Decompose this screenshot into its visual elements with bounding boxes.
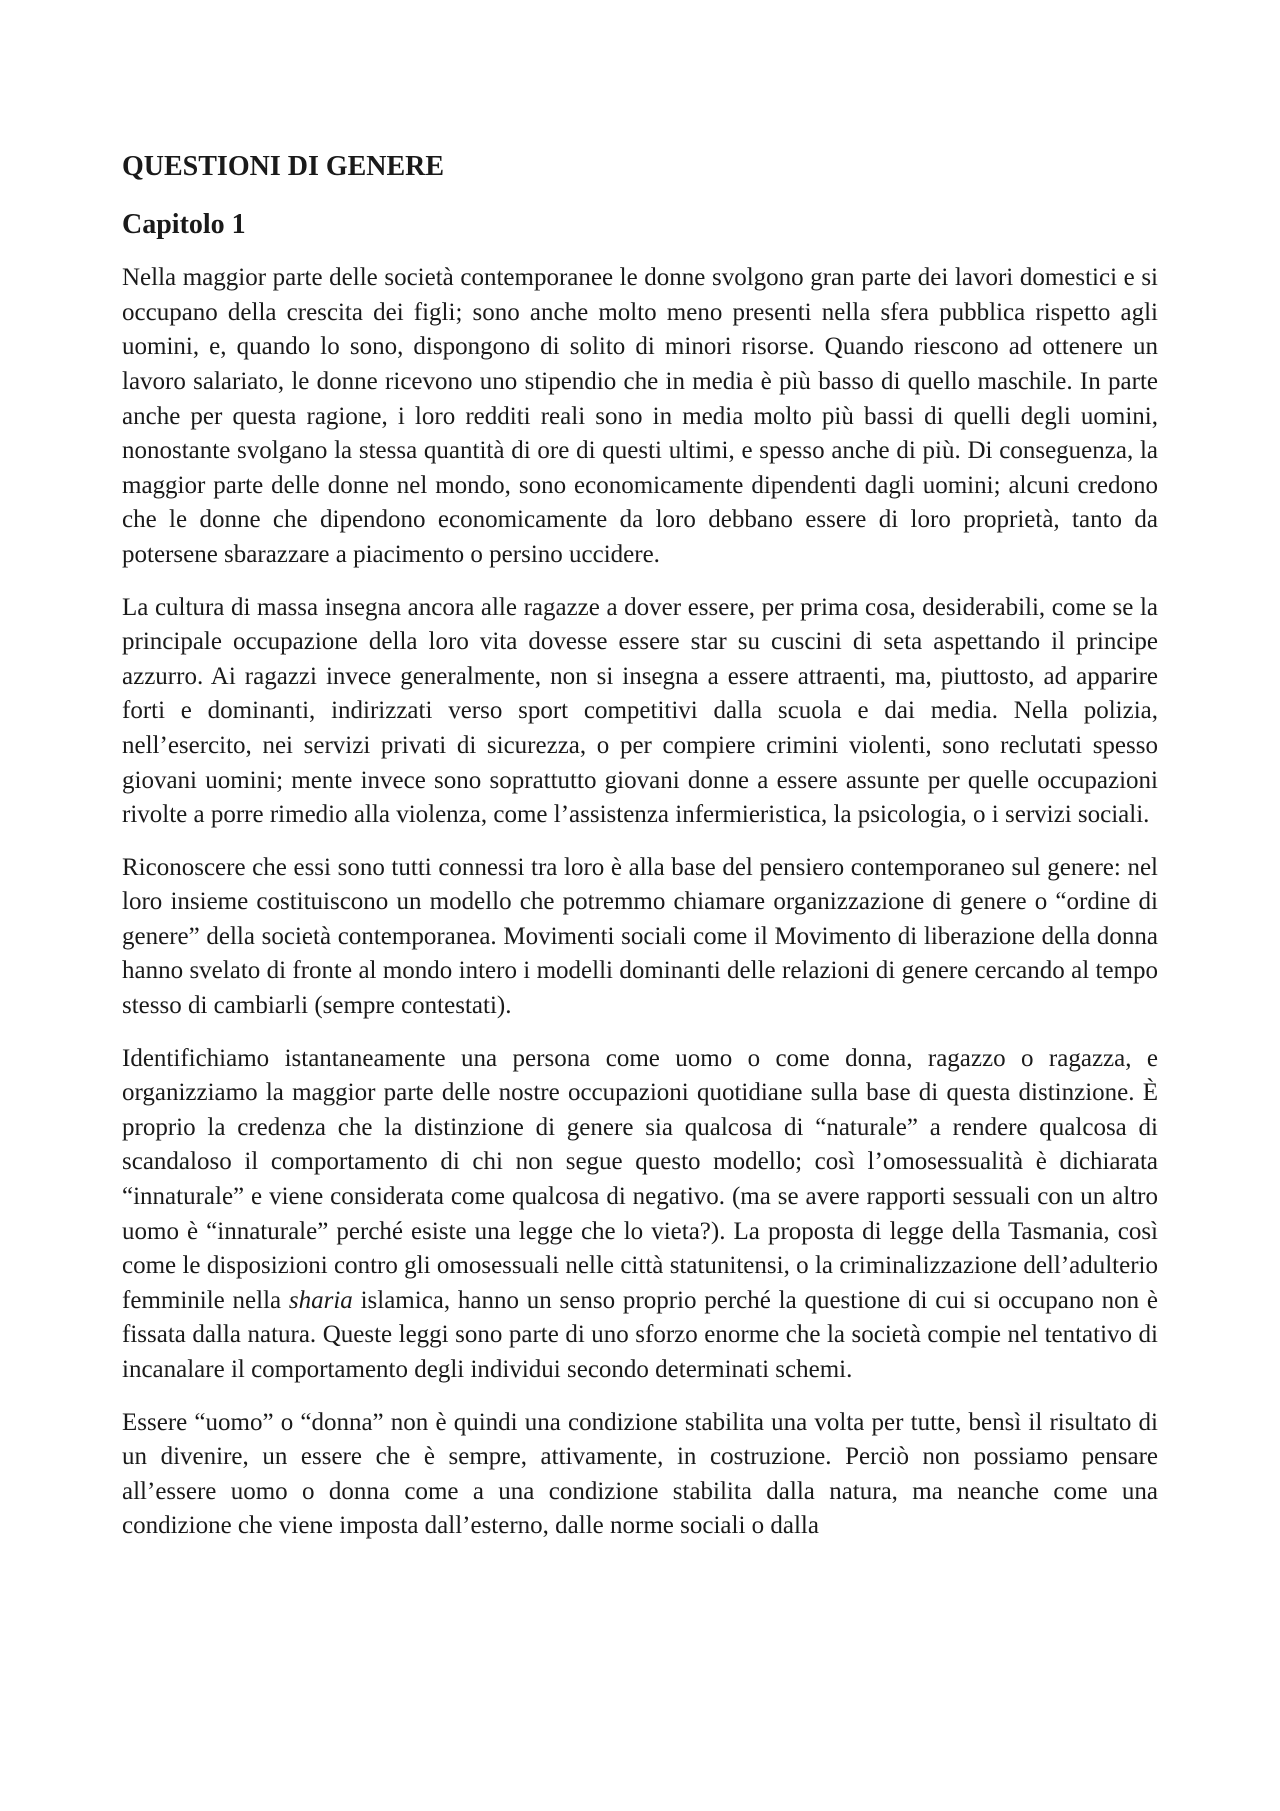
chapter-heading: Capitolo 1 bbox=[122, 208, 246, 240]
paragraph: La cultura di massa insegna ancora alle ragazze a dover essere, per prima cosa, desiderabili, come se la principale occupazione della loro vita dovesse essere star su cuscini di seta aspettando il principe azzurro. Ai ragazzi invece generalmente, non si insegna a essere attraenti, ma, piuttosto, ad apparire forti e dominanti, indirizzati verso sport competitivi dalla scuola e dai media. Nella polizia, nell’esercito, nei servizi privati di sicurezza, o per compiere crimini violenti, sono reclutati spesso giovani uomini; mente invece sono soprattutto giovani donne a essere assunte per quelle occupazioni rivolte a porre rimedio alla violenza, come l’assistenza infermieristica, la psicologia, o i servizi sociali. bbox=[122, 593, 1158, 829]
document-content bbox=[122, 150, 1158, 1562]
document-title: QUESTIONI DI GENERE bbox=[122, 151, 445, 182]
paragraph: Nella maggior parte delle società contemporanee le donne svolgono gran parte dei lavori domestici e si occupano della crescita dei figli; sono anche molto meno presenti nella sfera pubblica rispetto agli uomini, e, quando lo sono, dispongono di solito di minori risorse. Quando riescono ad ottenere un lavoro salariato, le donne ricevono uno stipendio che in media è più basso di quello maschile. In parte anche per questa ragione, i loro redditi reali sono in media molto più bassi di quelli degli uomini, nonostante svolgano la stessa quantità di ore di questi ultimi, e spesso anche di più. Di conseguenza, la maggior parte delle donne nel mondo, sono economicamente dipendenti dagli uomini; alcuni credono che le donne che dipendono economicamente da loro debbano essere di loro proprietà, tanto da potersene sbarazzare a piacimento o persino uccidere. bbox=[122, 264, 1158, 568]
paragraph: Essere “uomo” o “donna” non è quindi una condizione stabilita una volta per tutte, bensì il risultato di un divenire, un essere che è sempre, attivamente, in costruzione. Perciò non possiamo pensare all’essere uomo o donna come a una condizione stabilita dalla natura, ma neanche come una condizione che viene imposta dall’esterno, dalle norme sociali o dalla bbox=[122, 1408, 1158, 1540]
italic-term: sharia bbox=[288, 1286, 353, 1314]
paragraph bbox=[122, 1042, 1158, 1388]
paragraph: Riconoscere che essi sono tutti connessi tra loro è alla base del pensiero contemporaneo sul genere: nel loro insieme costituiscono un modello che potremmo chiamare organizzazione di genere o “ordine di genere” della società contemporanea. Movimenti sociali come il Movimento di liberazione della donna hanno svelato di fronte al mondo intero i modelli dominanti delle relazioni di genere cercando al tempo stesso di cambiarli (sempre contestati). bbox=[122, 853, 1158, 1020]
paragraph-text: islamica, hanno un senso proprio perché la questione di cui si occupano non è fissata dalla natura. Queste leggi sono parte di uno sforzo enorme che la società compie nel tentativo di incanalare il comportamento degli individui secondo determinati schemi. bbox=[122, 1286, 1158, 1383]
paragraph-text: Identifichiamo istantaneamente una persona come uomo o come donna, ragazzo o ragazza, e organizziamo la maggior parte delle nostre occupazioni quotidiane sulla base di questa distinzione. È proprio la credenza che la distinzione di genere sia qualcosa di “naturale” a rendere qualcosa di scandaloso il comportamento di chi non segue questo modello; così l’omosessualità è dichiarata “innaturale” e viene considerata come qualcosa di negativo. (ma se avere rapporti sessuali con un altro uomo è “innaturale” perché esiste una legge che lo vieta?). La proposta di legge della Tasmania, così come le disposizioni contro gli omosessuali nelle città statunitensi, o la criminalizzazione dell’adulterio femminile nella bbox=[122, 1044, 1158, 1314]
